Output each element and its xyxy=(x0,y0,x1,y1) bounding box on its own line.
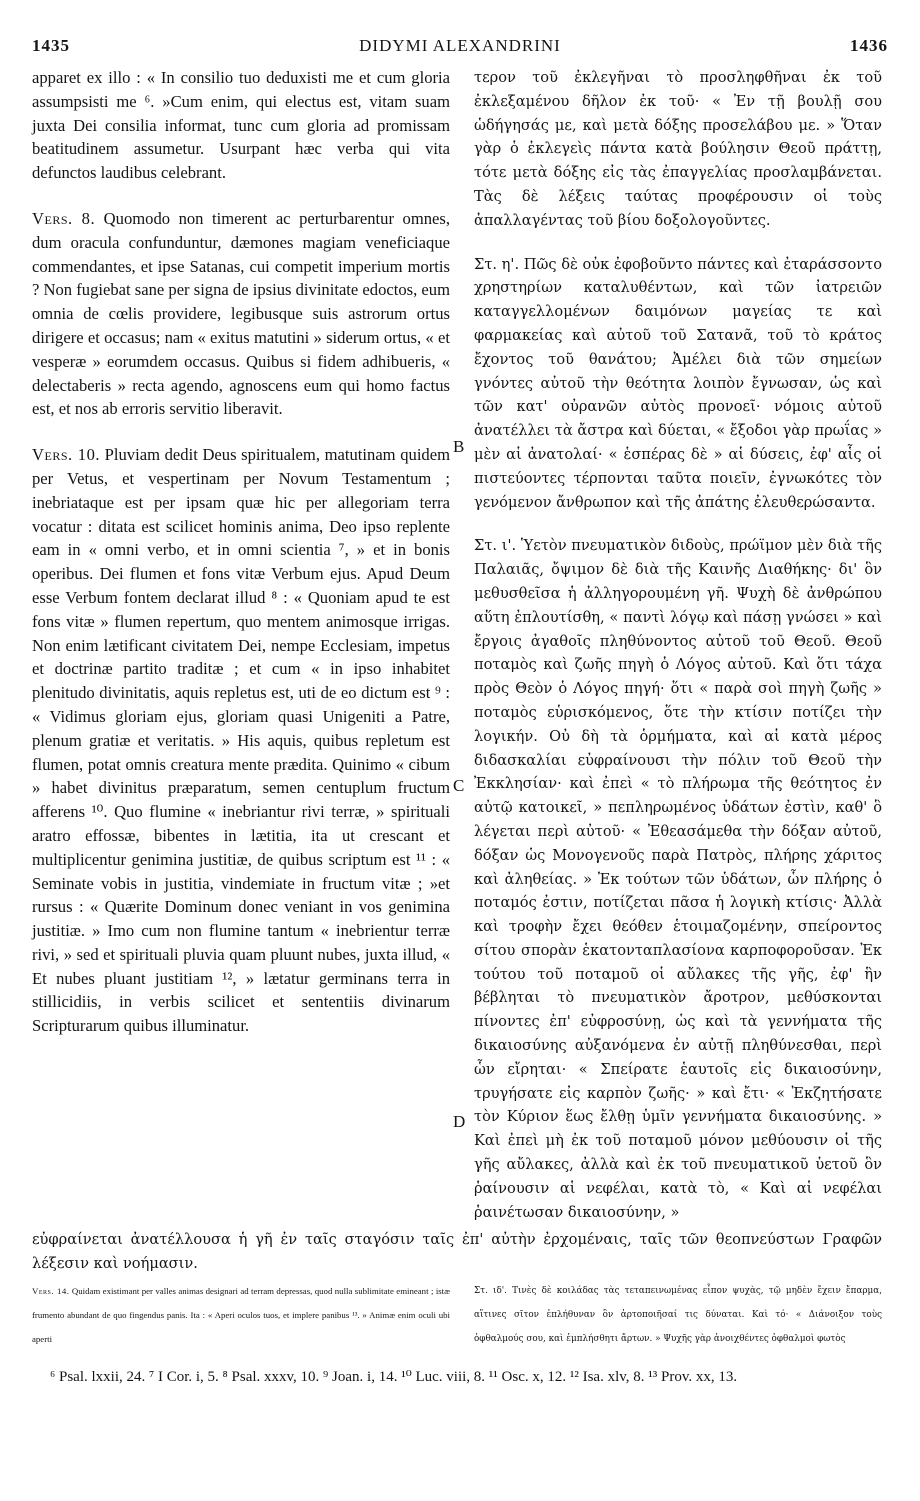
page-header xyxy=(32,36,888,58)
verse-heading: Στ. ιδ'. xyxy=(474,1286,507,1297)
greek-paragraph-st-10 xyxy=(474,534,882,1224)
latin-paragraph-vers-8 xyxy=(32,207,450,421)
verse-heading: Vers. 14. xyxy=(32,1286,70,1297)
verse-heading: Vers. 8. xyxy=(32,208,96,228)
greek-paragraph-1: τερον τοῦ ἐκλεγῆναι τὸ προσληφθῆναι ἐκ τοῦ ἐκλεξαμένου δῆλον ἐκ τοῦ· « Ἐν τῇ βουλῇ σου ὡδήγησάς με, καὶ μετὰ δόξης προσελάβου με. » Ὅταν γὰρ ὁ ἐκλεγεὶς πάντα κατὰ βούλησιν Θεοῦ πράττῃ, τότε μετὰ δόξης εἰς τὰς ἐπαγγελίας προσλαμβάνεται. Τὰς δὲ λέξεις ταύτας προφέρουσιν οἱ τοὺς ἀπαλλαγέντας τοῦ βίου δοξολογοῦντες. xyxy=(474,69,882,229)
greek-column xyxy=(474,66,882,1224)
margin-marker-d: D xyxy=(453,1112,466,1131)
greek-paragraph-st-14 xyxy=(474,1280,882,1351)
latin-paragraph-1: apparet ex illo : « In consilio tuo deduxisti me et cum gloria assumpsisti me ⁶. »Cum enim, qui electus est, vitam suam juxta Dei consilia informat, tunc cum gloria ad promissam beatitudinem assumetur. Usurpant hæc verba qui vita defunctos laudibus celebrant. xyxy=(32,68,450,183)
latin-column xyxy=(32,66,450,1038)
margin-marker-c: C xyxy=(453,776,465,795)
greek-spanning-line: εὐφραίνεται ἀνατέλλουσα ἡ γῆ ἐν ταῖς σταγόσιν ταῖς ἐπ' αὐτὴν ἐρχομέναις, ταῖς τῶν θεοπνεύστων Γραφῶν λέξεσιν καὶ νοήμασιν. xyxy=(32,1231,882,1273)
greek-paragraph-text: Ὑετὸν πνευματικὸν διδοὺς, πρώϊμον μὲν διὰ τῆς Παλαιᾶς, ὄψιμον δὲ διὰ τῆς Καινῆς Διαθήκης· δι' ὃν μεθυσθεῖσα ἡ ἀλληγορουμένη γῆ. Ψυχὴ δὲ ἀνθρώπου αὕτη ἐπλουτίσθη, « παντὶ λόγῳ καὶ πάσῃ γνώσει » καὶ ἔργοις ἀγαθοῖς πληθύνοντος αὐτοῦ τοῦ Θεοῦ. Θεοῦ ποταμὸς καὶ ζωῆς πηγὴ ὁ Λόγος αὐτοῦ. Καὶ ὅτι τάχα πρὸς Θεὸν ὁ Λόγος πηγή· ὅτι « παρὰ σοὶ πηγὴ ζωῆς » ποταμὸς εὑρισκόμενος, ὅτε τὴν κτίσιν ποτίζει τὴν λογικήν. Οὐ δὴ τὰ ὁρμήματα, καὶ αἱ κατὰ μέρος διδασκαλίαι εὐφραίνουσι τὴν πόλιν τοῦ Θεοῦ τὴν Ἐκκλησίαν· καὶ ἐπεὶ « τὸ πλήρωμα τῆς θεότητος ἐν αὐτῷ κατοικεῖ, » πεπληρωμένος ὑδάτων ἐστὶν, καθ' ὃ λέγεται περὶ αὐτοῦ· « Ἐθεασάμεθα τὴν δόξαν αὐτοῦ, δόξαν ὡς Μονογενοῦς παρὰ Πατρὸς, πλήρης χάριτος καὶ ἀληθείας. » Ἐκ τούτων τῶν ὑδάτων, ὧν πλήρης ὁ ποταμός ἐστιν, ποτίζεται πᾶσα ἡ λογικὴ κτίσις· Ἀλλὰ καὶ τροφὴν ἔχει θεόθεν ἑτοιμαζομένην, σπείροντος σίτου σπορὰν ἑκατονταπλασίονα καρποφοροῦσαν. Ἐκ τούτου τοῦ ποταμοῦ οἱ αὔλακες τῆς γῆς, ἐφ' ἣν βέβληται τὸ πνευματικὸν ἄροτρον, μεθύσκονται πίνοντες ἐπ' εὐφροσύνῃ, ὡς καὶ τὰ γεννήματα τῆς δικαιοσύνης αὐξανόμενα ἐν αὐτῇ πληθύνεσθαι, περὶ ὧν εἴρηται· « Σπείρατε ἑαυτοῖς εἰς δικαιοσύνην, τρυγήσατε εἰς καρπὸν ζωῆς· » καὶ ἔτι· « Ἐκζητήσατε τὸν Κύριον ἕως ἔλθῃ ὑμῖν γεννήματα δικαιοσύνης. » Καὶ ἐπεὶ μὴ ἐκ τοῦ ποταμοῦ μόνον μεθύουσιν οἱ τῆς γῆς αὔλακες, ἀλλὰ καὶ ἐκ τοῦ πνευματικοῦ ὑετοῦ ὃν ῥαίνουσιν αἱ νεφέλαι, κατὰ τὸ, « Καὶ αἱ νεφέλαι ῥαινέτωσαν δικαιοσύνην, » xyxy=(474,537,882,1221)
verse-heading: Στ. η'. xyxy=(474,255,520,273)
greek-paragraph-st-8 xyxy=(474,253,882,515)
running-title: DIDYMI ALEXANDRINI xyxy=(359,36,561,55)
verse-heading: Στ. ι'. xyxy=(474,537,517,555)
footnotes: ⁶ Psal. lxxii, 24. ⁷ I Cor. i, 5. ⁸ Psal. xxxv, 10. ⁹ Joan. i, 14. ¹⁰ Luc. viii, 8. ¹¹ Osc. x, 12. ¹² Isa. xlv, 8. ¹³ Prov. xx, 13. xyxy=(50,1368,738,1385)
greek-paragraph-text: Πῶς δὲ οὐκ ἐφοβοῦντο πάντες καὶ ἐταράσσοντο χρηστηρίων καταλυθέντων, καὶ τῶν ἰατρειῶν καταγγελλομένων δαιμόνων μαγείας τε καὶ φαρμακείας καὶ αὐτοῦ τοῦ Σατανᾶ, τοῦ τὸ κράτος ἔχοντος τοῦ θανάτου; Ἀμέλει διὰ τῶν σημείων γνόντες αὐτοῦ τὴν θεότητα λοιπὸν ἔγνωσαν, ὡς καὶ τῶν κατ' οὐρανῶν αὐτὸς προνοεῖ· νόμοις αὐτοῦ ἀνατέλλει τὰ ἄστρα καὶ δύεται, « ἔξοδοι γὰρ πρωΐας » μὲν αἱ ἀνατολαί· « ἑσπέρας δὲ » αἱ δύσεις, ἐφ' αἷς οἱ πιστεύοντες τέρπονται ταῦτα ποιεῖν, ἐγνωκότες τὸν γενόμενον ἄνθρωπον καὶ τῆς ἀπάτης ἐλευθερώσαντα. xyxy=(474,255,882,511)
right-page-number: 1436 xyxy=(850,36,888,55)
latin-paragraph-vers-14 xyxy=(32,1280,450,1351)
latin-paragraph-text: Pluviam dedit Deus spiritualem, matutinam quidem per Vetus, et vespertinam per Novum Testamentum ; inebriataque est per ipsam quæ hic per allegoriam terra vocatur : ditata est scilicet hominis anima, Deo ipso replente eam in « omni verbo, et in omni scientia ⁷, » et in bonis operibus. Dei flumen et fons vitæ Verbum ejus. Apud Deum esse Verbum fontem declarat illud ⁸ : « Quoniam apud te est fons vitæ » flumen repertum, quo mentem animosque irrigas. Non enim lætificant civitatem Dei, nempe Ecclesiam, impetus et doctrinæ partito traditæ ; et cum « in ipso inhabitet plenitudo divinitatis, aquis repletus est, uti de eo dictum est ⁹ : « Vidimus gloriam ejus, gloriam quasi Unigeniti a Patre, plenum gratiæ et veritatis. » His aquis, quibus repletum est flumen, potat omnis creatura mente prædita. Quinimo « cibum » habet divinitus præparatum, semen centuplum fructum afferens ¹⁰. Quo flumine « inebriantur rivi terræ, » spirituali aratro effossæ, bibentes in lætitia, ita ut crescant et multiplicentur genimina justitiæ, de quibus scriptum est ¹¹ : « Seminate vobis in justitia, vindemiate in fructum vitæ ; »et rursus : « Quærite Dominum donec veniant in vos genimina justitiæ. » Imo cum non flumine tantum « inebrientur terræ rivi, » sed et spirituali pluvia quam pluunt nubes, juxta illud, « Et nubes pluant justitiam ¹², » lætatur germinans terra in stillicidiis, in verbis scilicet et sententiis divinarum Scripturarum quibus illuminatur. xyxy=(32,445,450,1036)
latin-paragraph-text: Quidam existimant per valles animas designari ad terram depressas, quod nulla sublimitate emineant ; istæ frumento abundant de quo fingendus panis. Ita : « Aperi oculos tuos, et implere panibus ¹³. » Animæ enim oculi ubi aperti xyxy=(32,1286,450,1345)
margin-marker-b: B xyxy=(453,437,465,456)
left-page-number: 1435 xyxy=(32,36,70,55)
greek-paragraph-text: Τινὲς δὲ κοιλάδας τὰς τεταπεινωμένας εἶπον ψυχὰς, τῷ μηδὲν ἔχειν ἔπαρμα, αἵτινες σῖτον ἐπλήθυναν ὃν ἀρτοποιῆσαί τις δύναται. Καὶ τό· « Διάνοιξον τοὺς ὀφθαλμούς σου, καὶ ἐμπλήσθητι ἄρτων. » Ψυχῆς γὰρ ἀνοιχθέντες ὀφθαλμοὶ φωτὸς xyxy=(474,1286,883,1345)
latin-paragraph-vers-10 xyxy=(32,443,450,1038)
verse-heading: Vers. 10. xyxy=(32,445,101,465)
latin-paragraph-text: Quomodo non timerent ac perturbarentur omnes, dum oracula confunduntur, dæmones magiam veneficiaque commendantes, et ipse Satanas, cui competit imperium mortis ? Non fugiebat sane per signa de ipsius divinitate edoctos, eum omnia de cœlis providere, legibusque suis astrorum ortus dirigere et occasus; nam « exitus matutini » siderum ortus, « et vesperæ » eorumdem occasus. Quibus si fidem adhibueris, « delectaberis » recta agendo, agnoscens eum qui homo factus est, et nos ab erroris servitio liberavit. xyxy=(32,208,450,419)
